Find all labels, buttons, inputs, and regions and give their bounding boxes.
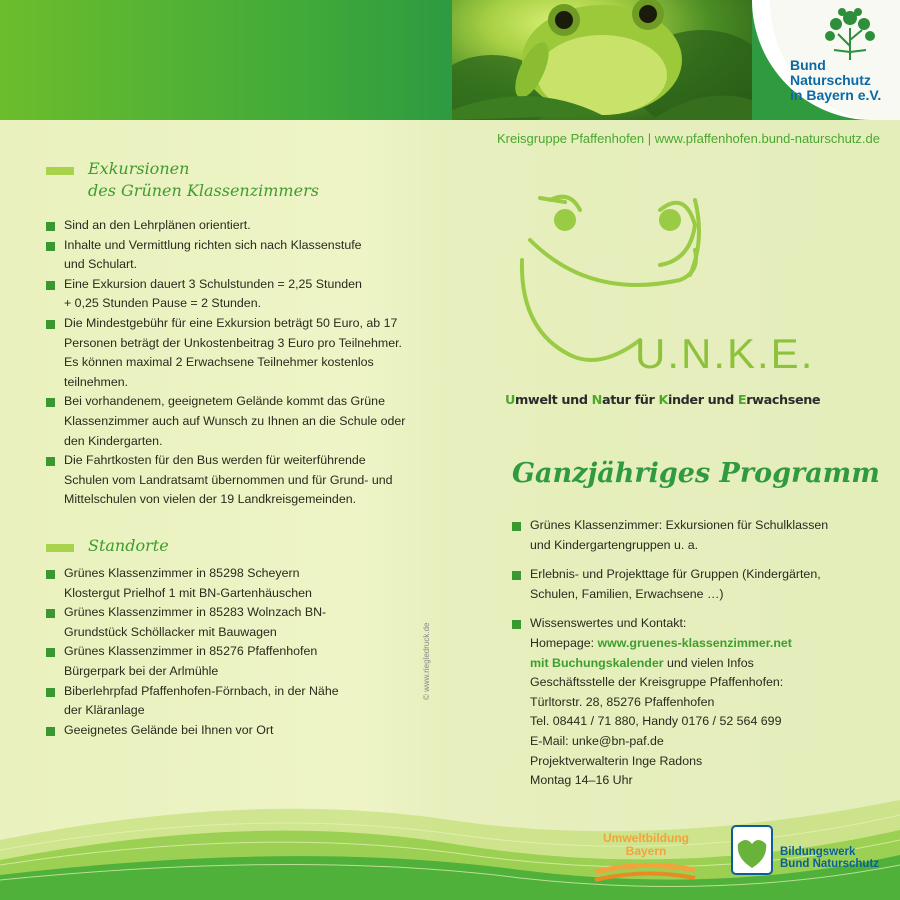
list-item: Inhalte und Vermittlung richten sich nach Klassenstufe und Schulart. xyxy=(46,236,380,275)
bn-name-line: in Bayern e.V. xyxy=(790,87,882,103)
homepage-link[interactable]: www.gruenes-klassenzimmer.net xyxy=(597,635,792,650)
bn-name-line: Naturschutz xyxy=(790,72,871,88)
list-item: Erlebnis- und Projekttage für Gruppen (Kindergärten, Schulen, Familien, Erwachsene …) xyxy=(512,565,842,604)
exkursionen-heading xyxy=(46,158,319,202)
kreisgruppe-line: Kreisgruppe Pfaffenhofen | www.pfaffenhofen.bund-naturschutz.de xyxy=(496,131,880,146)
exkursionen-title-line2: des Grünen Klassenzimmers xyxy=(88,181,319,200)
list-item: Bei vorhandenem, geeignetem Gelände kommt das Grüne Klassenzimmer auch auf Wunsch zu Ihnen an die Schule oder den Kindergarten. xyxy=(46,392,409,451)
tree-icon xyxy=(820,6,880,61)
admin-line: Projektverwalterin Inge Radons xyxy=(530,753,703,768)
list-item: Grünes Klassenzimmer: Exkursionen für Schulklassen und Kindergartengruppen u. a. xyxy=(512,516,842,555)
standorte-title: Standorte xyxy=(88,536,169,555)
list-item: Geeignetes Gelände bei Ihnen vor Ort xyxy=(46,721,356,741)
unke-word: inder und xyxy=(667,393,738,408)
unke-letter: E xyxy=(737,393,747,408)
list-item: Grünes Klassenzimmer in 85283 Wolnzach BN-Grundstück Schöllacker mit Bauwagen xyxy=(46,603,354,642)
umweltbildung-text xyxy=(594,832,698,858)
unke-title: U.N.K.E. xyxy=(635,330,815,377)
calendar-line xyxy=(530,654,842,674)
contact-heading: Wissenswertes und Kontakt: xyxy=(530,616,687,631)
standorte-list xyxy=(46,564,356,740)
calendar-rest: und vielen Infos xyxy=(663,655,754,670)
tree-frog-photo xyxy=(452,0,752,120)
calendar-link[interactable]: mit Buchungskalender xyxy=(530,655,664,670)
bn-name-line: Bund xyxy=(790,57,826,73)
exkursionen-title xyxy=(88,158,319,202)
phone-line: Tel. 08441 / 71 880, Handy 0176 / 52 564 699 xyxy=(530,714,782,729)
homepage-label: Homepage: xyxy=(530,635,598,650)
heading-bar xyxy=(46,544,74,552)
unke-letter: K xyxy=(658,393,668,408)
list-item: Biberlehrpfad Pfaffenhofen-Förnbach, in der Nähe der Kläranlage xyxy=(46,682,356,721)
program-title: Ganzjähriges Programm xyxy=(512,458,880,489)
list-item: Grünes Klassenzimmer in 85298 Scheyern Klostergut Prielhof 1 mit BN-Gartenhäuschen xyxy=(46,564,356,603)
exkursionen-list xyxy=(46,216,406,510)
unke-letter: N xyxy=(591,393,602,408)
office-line: Geschäftsstelle der Kreisgruppe Pfaffenhofen: xyxy=(530,675,784,690)
bw-line: Bildungswerk xyxy=(780,846,856,858)
ub-line: Umweltbildung xyxy=(603,831,689,845)
program-list xyxy=(512,516,842,791)
heading-bar xyxy=(46,167,74,175)
copyright-note: © www.riegledruck.de xyxy=(422,622,431,700)
unke-word: rwachsene xyxy=(746,393,821,408)
unke-word: atur für xyxy=(601,393,659,408)
list-item: Die Mindestgebühr für eine Exkursion beträgt 50 Euro, ab 17 Personen beträgt der Unkostenbeitrag 3 Euro pro Teilnehmer. Es können maximal 2 Erwachsene Teilnehmer kostenlos teilnehmen. xyxy=(46,314,404,392)
standorte-heading xyxy=(46,535,169,557)
unke-subtitle xyxy=(505,393,850,408)
unke-letter: U xyxy=(505,393,515,408)
ub-line: Bayern xyxy=(625,844,667,858)
bildungswerk-logo xyxy=(730,824,774,876)
email-line: E-Mail: unke@bn-paf.de xyxy=(530,733,664,748)
bn-org-name xyxy=(790,58,900,103)
address-line: Türltorstr. 28, 85276 Pfaffenhofen xyxy=(530,694,715,709)
bildungswerk-text xyxy=(780,846,879,870)
homepage-line xyxy=(530,634,842,654)
bw-line: Bund Naturschutz xyxy=(780,858,880,870)
list-item: Eine Exkursion dauert 3 Schulstunden = 2,25 Stunden + 0,25 Stunden Pause = 2 Stunden. xyxy=(46,275,364,314)
exkursionen-title-line1: Exkursionen xyxy=(88,159,190,178)
list-item: Die Fahrtkosten für den Bus werden für weiterführende Schulen vom Landratsamt übernommen und für Grund- und Mittelschulen von vielen der 19 Landkreisgemeinden. xyxy=(46,451,409,510)
list-item: Sind an den Lehrplänen orientiert. xyxy=(46,216,406,236)
unke-word: mwelt und xyxy=(515,393,592,408)
list-item: Grünes Klassenzimmer in 85276 Pfaffenhofen Bürgerpark bei der Arlmühle xyxy=(46,642,356,681)
hours-line: Montag 14–16 Uhr xyxy=(530,773,633,788)
